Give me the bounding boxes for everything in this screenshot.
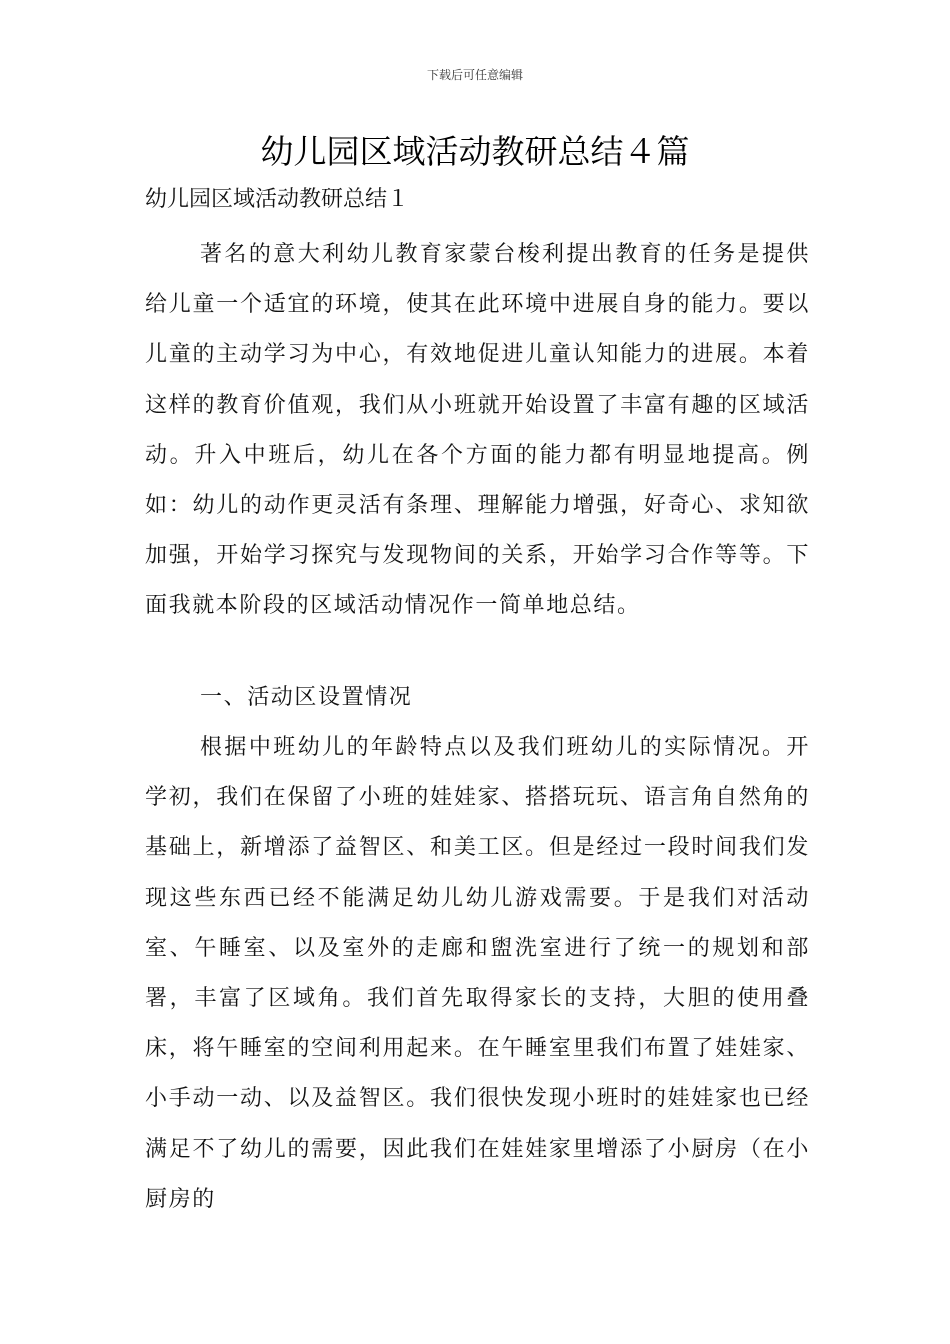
paragraph-1: 著名的意大利幼儿教育家蒙台梭利提出教育的任务是提供给儿童一个适宜的环境，使其在此环境中进展自身的能力。要以儿童的主动学习为中心，有效地促进儿童认知能力的进展。本着这样的教育价值观，我们从小班就开始设置了丰富有趣的区域活动。升入中班后，幼儿在各个方面的能力都有明显地提高。例如：幼儿的动作更灵活有条理、理解能力增强，好奇心、求知欲加强，开始学习探究与发现物间的关系，开始学习合作等等。下面我就本阶段的区域活动情况作一简单地总结。 [145,242,810,619]
paragraph-2: 根据中班幼儿的年龄特点以及我们班幼儿的实际情况。开学初，我们在保留了小班的娃娃家、搭搭玩玩、语言角自然角的基础上，新增添了益智区、和美工区。但是经过一段时间我们发现这些东西已经不能满足幼儿幼儿游戏需要。于是我们对活动室、午睡室、以及室外的走廊和盥洗室进行了统一的规划和部署，丰富了区域角。我们首先取得家长的支持，大胆的使用叠床，将午睡室的空间利用起来。在午睡室里我们布置了娃娃家、小手动一动、以及益智区。我们很快发现小班时的娃娃家也已经满足不了幼儿的需要，因此我们在娃娃家里增添了小厨房（在小厨房的 [145,735,810,1212]
subheading-1: 一、活动区设置情况 [200,685,413,710]
section-title: 幼儿园区域活动教研总结１ [145,187,410,212]
header-note: 下载后可任意编辑 [426,68,523,82]
document-title: 幼儿园区域活动教研总结４篇 [260,132,690,171]
